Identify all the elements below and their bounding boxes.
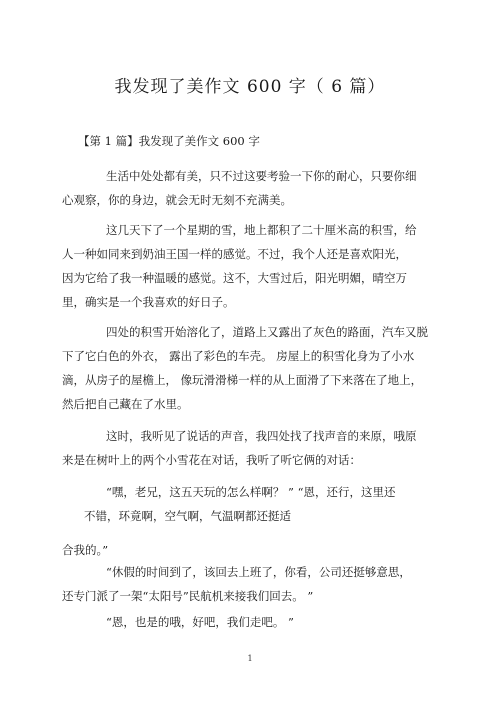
- paragraph-2: [62, 218, 442, 314]
- page-number: 1: [247, 654, 253, 663]
- paragraph-7: [62, 610, 442, 634]
- text-line: 这几天下了一个星期的雪，地上都积了二十厘米高的积雪，给: [106, 223, 417, 237]
- paragraph-6: [62, 560, 442, 608]
- text-line: 人一种如同来到奶油王国一样的感觉。不过，我个人还是喜欢阳光，: [62, 247, 407, 261]
- text-line: 然后把自己藏在了水里。: [62, 397, 189, 411]
- text-line: 下了它白色的外衣， 露出了彩色的车壳。 房屋上的积雪化身为了小水: [62, 349, 415, 363]
- text-line: “恩，也是的哦，好吧，我们走吧。 ”: [106, 615, 294, 629]
- paragraph-1: [62, 164, 442, 212]
- text-line: 来是在树叶上的两个小雪花在对话，我听了听它俩的对话：: [62, 453, 361, 467]
- text-line: 因为它给了我一种温暖的感觉。这不，大雪过后，阳光明媚，晴空万: [62, 271, 407, 285]
- text-line: 还专门派了一架“太阳号”民航机来接我们回去。 ”: [62, 589, 314, 603]
- text-line: 心观察，你的身边，就会无时无刻不充满美。: [62, 193, 292, 207]
- text-line: 这时，我听见了说话的声音，我四处找了找声音的来原，哦原: [106, 429, 417, 443]
- text-line: “嘿，老兄，这五天玩的怎么样啊？ ” “恩，还行，这里还: [106, 485, 396, 499]
- paragraph-4: [62, 424, 442, 472]
- text-line: 生活中处处都有美，只不过这要考验一下你的耐心，只要你细: [106, 169, 417, 183]
- text-line: 不错，环竟啊，空气啊，气温啊都还挺适: [84, 509, 291, 523]
- text-line: 四处的积雪开始溶化了，道路上又露出了灰色的路面，汽车又脱: [106, 325, 428, 339]
- text-line: 合我的。”: [62, 543, 109, 557]
- paragraph-3: [62, 320, 442, 416]
- paragraph-5: [62, 480, 442, 562]
- document-title: 我发现了美作文 600 字（ 6 篇）: [114, 77, 386, 97]
- text-line: “休假的时间到了，该回去上班了，你看，公司还挺够意思，: [106, 565, 411, 579]
- text-line: 里，确实是一个我喜欢的好日子。: [62, 295, 235, 309]
- section-heading: 【第 1 篇】我发现了美作文 600 字: [78, 134, 260, 148]
- text-line: 滴，从房子的屋檐上， 像玩滑滑梯一样的从上面滑了下来落在了地上，: [62, 373, 423, 387]
